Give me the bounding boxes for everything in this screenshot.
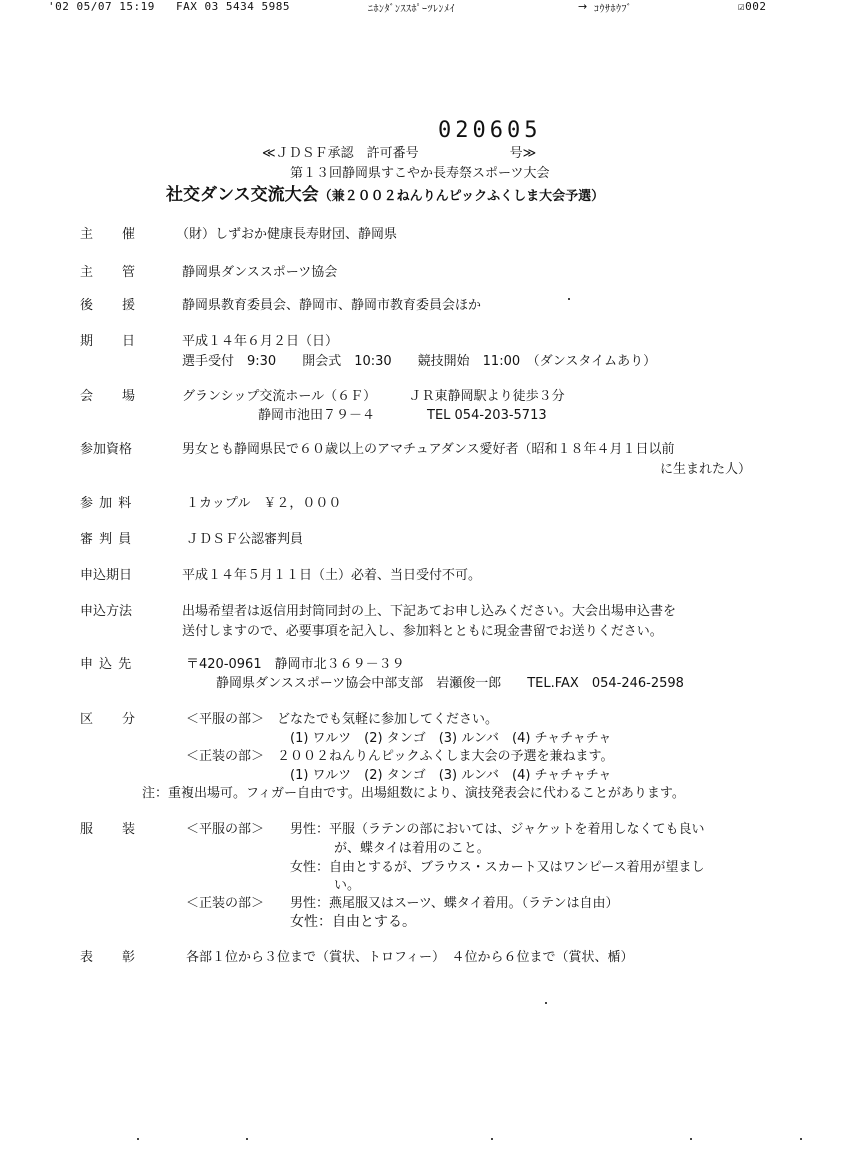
division-casual-dances: (1) ワルツ (2) タンゴ (3) ルンバ (4) チャチャチャ [290,731,612,746]
schedule-value: 選手受付 9:30 開会式 10:30 競技開始 11:00 （ダンスタイムあり） [182,354,657,369]
jdsf-approval-line: ≪ＪＤＳＦ承認 許可番号 号≫ [262,146,537,161]
attire-casual-label: ＜平服の部＞ [186,822,265,837]
eligibility-label: 参加資格 [80,442,133,457]
venue-label: 会 場 [80,389,137,404]
attire-label: 服 装 [80,822,137,837]
fax-page-number: ☑002 [738,0,767,13]
method-value-cont: 送付しますので、必要事項を記入し、参加料とともに現金書留でお送りください。 [182,624,663,639]
event-title [166,180,604,205]
judges-label: 審 判 員 [80,532,133,547]
deadline-value: 平成１４年５月１１日（土）必着、当日受付不可。 [182,568,482,583]
attire-casual-men: 男性：平服（ラテンの部においては、ジャケットを着用しなくても良い [290,822,705,837]
division-casual-head: ＜平服の部＞ どなたでも気軽に参加してください。 [186,712,499,727]
document-number: 020605 [438,118,542,143]
eligibility-value-cont: に生まれた人） [660,462,752,477]
event-title-sub: （兼２００２ねんりんピックふくしま大会予選） [318,189,605,204]
event-title-main: 社交ダンス交流大会 [166,185,319,205]
support-label: 後 援 [80,298,137,313]
manager-value: 静岡県ダンススポーツ協会 [182,265,338,280]
fee-value: １カップル ￥２，０００ [186,496,342,511]
fax-sender: ﾆﾎﾝﾀﾞﾝｽｽﾎﾟｰﾂﾚﾝﾒｲ [368,4,455,15]
venue-value: グランシップ交流ホール（６Ｆ） ＪＲ東静岡駅より徒歩３分 [182,389,565,404]
deadline-label: 申込期日 [80,568,133,583]
scan-speck [568,298,570,300]
fax-datetime: '02 05/07 15:19 [48,0,155,13]
fax-arrow: → [578,0,588,13]
support-value: 静岡県教育委員会、静岡市、静岡市教育委員会ほか [182,298,482,313]
manager-label: 主 管 [80,265,137,280]
division-formal-dances: (1) ワルツ (2) タンゴ (3) ルンバ (4) チャチャチャ [290,768,612,783]
method-label: 申込方法 [80,604,133,619]
organizer-label: 主 催 [80,227,137,242]
scan-speck [246,1138,248,1140]
awards-value: 各部１位から３位まで（賞状、トロフィー） ４位から６位まで（賞状、楯） [186,950,634,965]
attire-formal-label: ＜正装の部＞ [186,896,265,911]
organizer-value: （財）しずおか健康長寿財団、静岡県 [176,227,398,242]
event-subtitle: 第１３回静岡県すこやか長寿祭スポーツ大会 [290,166,550,181]
address-label: 申 込 先 [80,657,133,672]
address-contact: 静岡県ダンススポーツ協会中部支部 岩瀬俊一郎 TEL.FAX 054-246-2598 [216,676,684,691]
attire-formal-men: 男性：燕尾服又はスーツ、蝶タイ着用。（ラテンは自由） [290,896,619,911]
division-note: 注：重複出場可。フィガー自由です。出場組数により、演技発表会に代わることがあります。 [142,786,685,801]
fax-recipient: ｺｳｻﾎｳﾌﾞ [594,4,632,15]
fee-label: 参 加 料 [80,496,133,511]
awards-label: 表 彰 [80,950,137,965]
division-formal-head: ＜正装の部＞ ２００２ねんりんピックふくしま大会の予選を兼ねます。 [186,749,614,764]
judges-value: ＪＤＳＦ公認審判員 [186,532,304,547]
method-value: 出場希望者は返信用封筒同封の上、下記あてお申し込みください。大会出場申込書を [182,604,677,619]
scan-speck [137,1138,139,1140]
date-label: 期 日 [80,334,137,349]
date-value: 平成１４年６月２日（日） [182,334,339,349]
address-value: 〒420-0961 静岡市北３６９－３９ [186,657,405,672]
scan-speck [545,1002,547,1004]
attire-casual-men-cont: が、蝶タイは着用のこと。 [334,841,490,856]
venue-address: 静岡市池田７９－４ TEL 054-203-5713 [258,408,547,423]
scan-speck [800,1138,802,1140]
attire-formal-women: 女性：自由とする。 [290,914,416,930]
attire-casual-women: 女性：自由とするが、ブラウス・スカート又はワンピース着用が望まし [290,860,705,875]
division-label: 区 分 [80,712,137,727]
eligibility-value: 男女とも静岡県民で６０歳以上のアマチュアダンス愛好者（昭和１８年４月１日以前 [182,442,675,457]
attire-casual-women-cont: い。 [334,878,361,893]
scan-speck [491,1138,493,1140]
fax-number: FAX 03 5434 5985 [176,0,290,13]
scan-speck [690,1138,692,1140]
